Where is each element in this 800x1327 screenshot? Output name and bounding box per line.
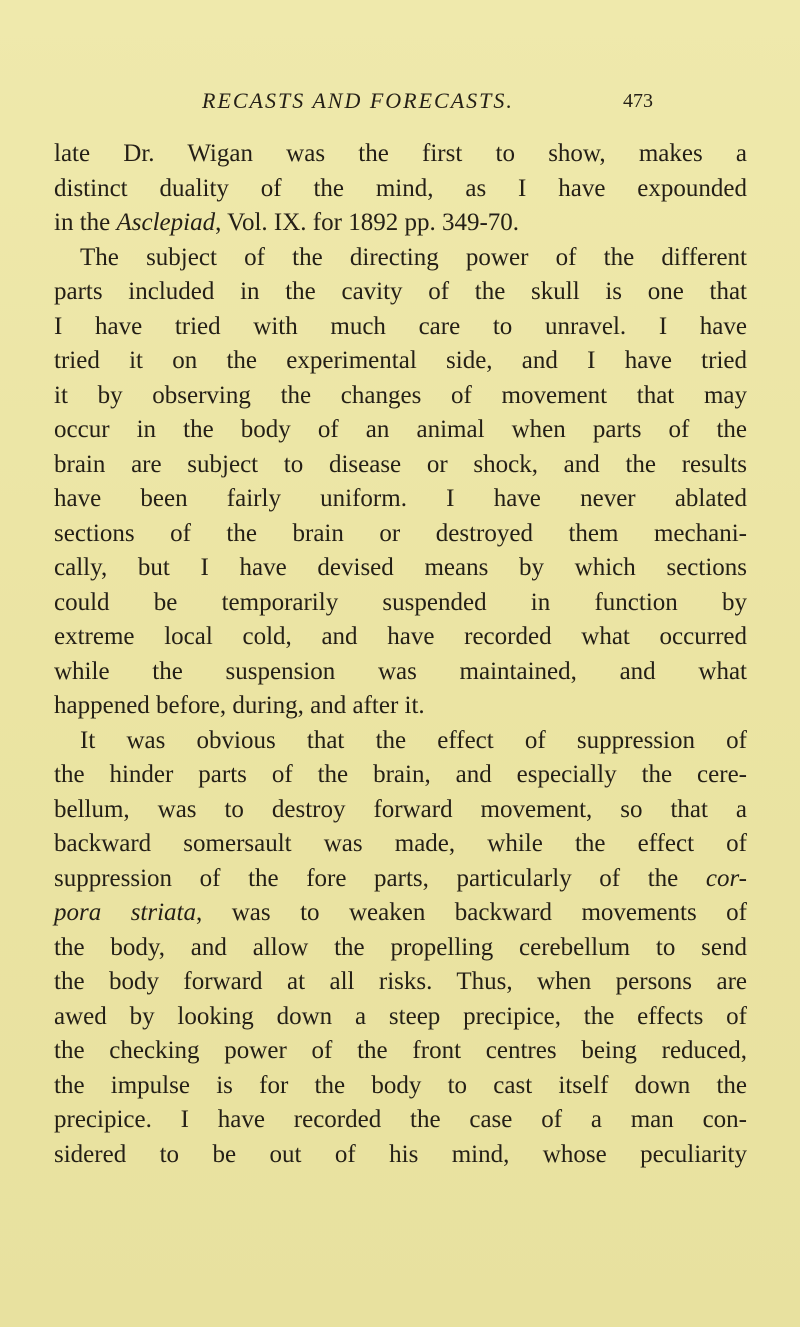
text-line [54,896,747,931]
text-span: in the [54,209,117,236]
italic-term: pora striata [54,899,196,926]
text-line: while the suspension was maintained, and what [54,657,747,685]
text-line: cally, but I have devised means by which sections [54,554,747,581]
italic-title: Asclepiad [116,209,216,236]
text-span: , Vol. IX. for 1892 pp. 349-70. [215,209,520,236]
text-line: backward somersault was made, while the effect of [54,830,747,857]
text-line [54,862,747,897]
text-line: the checking power of the front centres being reduced, [54,1037,747,1064]
text-line: could be temporarily suspended in function by [54,588,747,616]
page-number: 473 [623,90,653,112]
text-line: precipice. I have recorded the case of a man con- [54,1106,747,1133]
text-line: I have tried with much care to unravel. I have [54,312,747,340]
text-line: occur in the body of an animal when parts of the [54,416,747,443]
page-header [0,88,800,118]
text-line: awed by looking down a steep precipice, the effects of [54,1002,747,1030]
text-line: happened before, during, and after it. [54,692,425,719]
text-line: distinct duality of the mind, as I have expounded [54,174,747,202]
text-line: brain are subject to disease or shock, and the results [54,450,747,478]
text-line [54,206,747,241]
text-line: parts included in the cavity of the skull is one that [54,278,747,305]
running-head: RECASTS AND FORECASTS. [202,88,514,113]
text-span: , was to weaken backward movements of [196,899,747,926]
text-line: bellum, was to destroy forward movement, so that a [54,795,747,823]
text-line: the hinder parts of the brain, and especially the cere- [54,761,747,788]
text-line: have been fairly uniform. I have never ablated [54,485,747,512]
text-line: the body forward at all risks. Thus, when persons are [54,968,747,995]
text-line: tried it on the experimental side, and I have tried [54,347,747,374]
text-line: The subject of the directing power of the different [80,243,747,271]
text-line: sidered to be out of his mind, whose peculiarity [54,1140,747,1168]
text-line: It was obvious that the effect of suppression of [80,726,747,754]
text-line: extreme local cold, and have recorded what occurred [54,623,747,650]
text-line: the impulse is for the body to cast itself down the [54,1071,747,1099]
text-span: suppression of the fore parts, particularly of the [54,864,706,892]
italic-term: cor- [705,864,747,892]
text-line: late Dr. Wigan was the first to show, makes a [54,140,747,167]
text-line: sections of the brain or destroyed them mechani- [54,519,747,547]
text-line: the body, and allow the propelling cerebellum to send [54,933,747,961]
body-text [54,137,747,1172]
text-line: it by observing the changes of movement that may [54,381,747,409]
